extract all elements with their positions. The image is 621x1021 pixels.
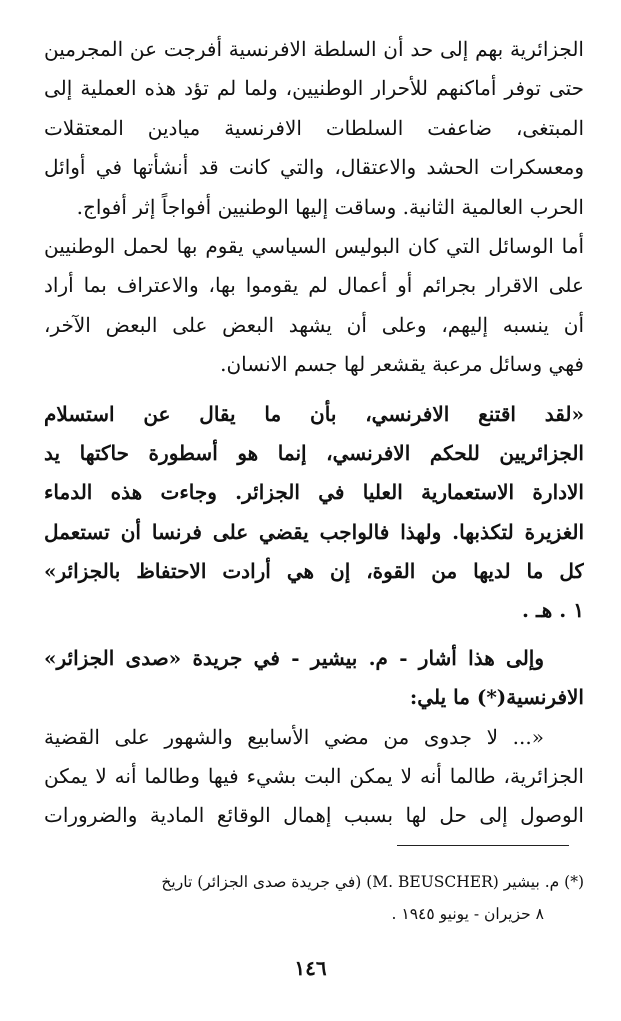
quote-line: كل ما لديها من القوة، إن هي أرادت الاحتفاظ بالجزائر» [44, 559, 584, 584]
text-line: المبتغى، ضاعفت السلطات الافرنسية ميادين المعتقلات [44, 115, 584, 140]
text-line: الجزائرية بهم إلى حد أن السلطة الافرنسية أفرجت عن المجرمين [44, 37, 584, 61]
text-line: وإلى هذا أشار - م. بيشير - في جريدة «صدى الجزائر» [44, 645, 544, 670]
quote-line: الادارة الاستعمارية العليا في الجزائر. وجاءت هذه الدماء [44, 480, 584, 505]
spacer [44, 631, 584, 639]
paragraph-2 [44, 227, 584, 385]
page-number: ١٤٦ [294, 956, 327, 980]
text-line: ومعسكرات الحشد والاعتقال، والتي كانت قد أنشأتها في أوائل [44, 155, 584, 180]
quote-2 [44, 718, 584, 836]
text-line: الجزائرية، طالما أنه لا يمكن البت بشيء فيها وطالما أنه لا يمكن [44, 764, 584, 789]
quote-1 [44, 395, 584, 631]
text-line: أما الوسائل التي كان البوليس السياسي يقوم بها لحمل الوطنيين [44, 233, 584, 258]
text-line: فهي وسائل مرعبة يقشعر لها جسم الانسان. [220, 352, 584, 377]
footnote-line: ٨ حزيران - يونيو ١٩٤٥ . [391, 905, 544, 923]
footnote [44, 866, 584, 930]
page-body [44, 30, 584, 836]
text-line: على الاقرار بجرائم أو أعمال لم يقوموا بها، والاعتراف بما أراد [44, 273, 584, 298]
quote-line: «لقد اقتنع الافرنسي، بأن ما يقال عن استسلام [44, 401, 584, 426]
text-line: حتى توفر أماكنهم للأحرار الوطنيين، ولما لم تؤد هذه العملية إلى [44, 76, 584, 101]
paragraph-1 [44, 30, 584, 227]
text-line: الحرب العالمية الثانية. وساقت إليها الوطنيين أفواجاً إثر أفواج. [76, 194, 584, 219]
footnote-divider [397, 845, 569, 846]
quote-line: الجزائريين للحكم الافرنسي، إنما هو أسطورة حاكتها يد [44, 440, 584, 465]
paragraph-3 [44, 639, 584, 718]
text-line: أن ينسبه إليهم، وعلى أن يشهد البعض على البعض الآخر، [44, 312, 584, 337]
quote-end-marker: ١ . هـ . [522, 598, 584, 623]
text-line: الافرنسية(*) ما يلي: [409, 685, 584, 710]
spacer [44, 385, 584, 395]
text-line: الوصول إلى حل لها بسبب إهمال الوقائع المادية والضرورات [44, 803, 584, 828]
footnote-line: (*) م. بيشير (M. BEUSCHER) (في جريدة صدى الجزائر) تاريخ [161, 873, 584, 891]
quote-line: الغزيرة لتكذبها. ولهذا فالواجب يقضي على فرنسا أن تستعمل [44, 519, 584, 544]
text-line: «... لا جدوى من مضي الأسابيع والشهور على القضية [44, 724, 544, 749]
